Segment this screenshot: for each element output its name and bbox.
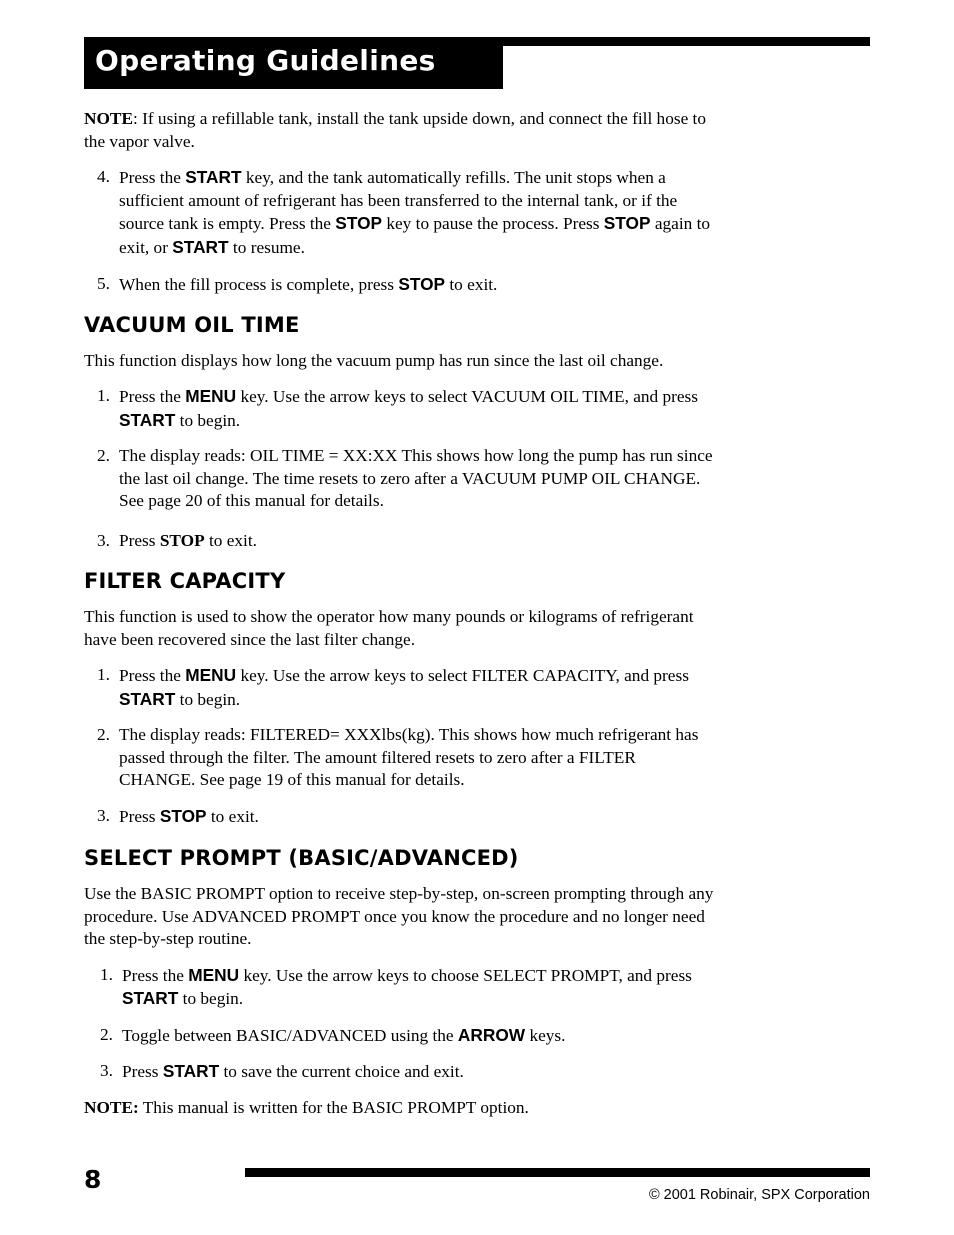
prompt-step-1	[84, 964, 714, 1011]
stop-key: STOP	[335, 213, 383, 233]
section-intro: This function is used to show the operator how many pounds or kilograms of refrigerant have been recovered since the last filter change.	[84, 607, 694, 649]
step-text: Toggle between BASIC/ADVANCED using the ARROW keys.	[122, 1024, 566, 1045]
intro-note	[84, 108, 714, 153]
fill-step-4	[84, 166, 714, 259]
note-text: : If using a refillable tank, install the tank upside down, and connect the fill hose to the vapor valve.	[84, 109, 706, 151]
fill-step-5	[84, 273, 714, 297]
start-key: START	[162, 1061, 220, 1081]
step-number: 1.	[100, 964, 113, 984]
step-text: Press STOP to exit.	[119, 530, 257, 550]
copyright-notice: © 2001 Robinair, SPX Corporation	[648, 1187, 870, 1203]
start-key: START	[119, 409, 176, 430]
step-text: Press the MENU key. Use the arrow keys to choose SELECT PROMPT, and press START to begin.	[122, 964, 692, 1008]
step-number: 3.	[97, 530, 110, 550]
prompt-step-3	[84, 1060, 714, 1084]
step-number: 4.	[97, 167, 110, 186]
step-number: 1.	[97, 665, 110, 684]
step-text: When the fill process is complete, press STOP to exit.	[119, 274, 498, 294]
filter-step-2	[84, 724, 714, 792]
section-heading-select-prompt: SELECT PROMPT (BASIC/ADVANCED)	[84, 846, 519, 870]
start-key: START	[172, 236, 229, 257]
section-heading-vacuum-oil-time: VACUUM OIL TIME	[84, 312, 300, 337]
step-text: Press STOP to exit.	[119, 805, 259, 826]
stop-key: STOP	[398, 274, 446, 294]
step-number: 2.	[97, 446, 110, 465]
section-intro: Use the BASIC PROMPT option to receive step-by-step, on-screen prompting through any procedure. Use ADVANCED PROMPT once you know the procedure and no longer need the step-by-step routine.	[84, 884, 714, 948]
filter-step-1	[84, 664, 714, 711]
section-intro: This function displays how long the vacuum pump has run since the last oil change.	[84, 350, 664, 370]
step-text: Press the MENU key. Use the arrow keys to select VACUUM OIL TIME, and press START to begin.	[119, 386, 699, 430]
step-text: Press the START key, and the tank automatically refills. The unit stops when a sufficient amount of refrigerant has been transferred to the internal tank, or if the source tank is empty. Press the STOP key to pause the process. Press STOP again to exit, or START to resume.	[119, 167, 711, 257]
menu-key: MENU	[185, 386, 237, 406]
prompt-step-2	[84, 1024, 714, 1048]
step-number: 2.	[100, 1024, 113, 1044]
closing-note	[84, 1097, 714, 1120]
start-key: START	[185, 167, 242, 187]
step-number: 5.	[97, 274, 110, 293]
step-number: 3.	[97, 805, 110, 825]
step-number: 2.	[97, 725, 110, 744]
step-number: 3.	[100, 1061, 113, 1080]
stop-key: STOP	[159, 805, 207, 826]
step-text: Press START to save the current choice and exit.	[122, 1061, 464, 1081]
page-number: 8	[84, 1165, 102, 1194]
step-text: The display reads: OIL TIME = XX:XX This shows how long the pump has run since the last oil change. The time resets to zero after a VACUUM PUMP OIL CHANGE. See page 20 of this manual for details.	[119, 446, 713, 510]
page-title: Operating Guidelines	[95, 44, 436, 77]
note-label: NOTE:	[84, 1097, 139, 1117]
vacuum-step-3	[84, 530, 714, 553]
vacuum-step-1	[84, 385, 714, 432]
step-text: Press the MENU key. Use the arrow keys to select FILTER CAPACITY, and press START to begin.	[119, 665, 689, 709]
section-heading-filter-capacity: FILTER CAPACITY	[84, 569, 286, 593]
step-text: The display reads: FILTERED= XXXlbs(kg). This shows how much refrigerant has passed through the filter. The amount filtered resets to zero after a FILTER CHANGE. See page 19 of this manual for details.	[119, 725, 699, 789]
step-number: 1.	[97, 386, 110, 405]
start-key: START	[122, 988, 179, 1008]
filter-step-3	[84, 805, 714, 829]
page-content	[84, 108, 714, 1119]
note-text: This manual is written for the BASIC PROMPT option.	[138, 1097, 529, 1117]
stop-key: STOP	[159, 530, 205, 550]
menu-key: MENU	[185, 665, 237, 685]
arrow-key: ARROW	[457, 1024, 526, 1045]
stop-key: STOP	[603, 213, 651, 233]
start-key: START	[119, 688, 176, 709]
menu-key: MENU	[188, 964, 240, 985]
note-label: NOTE	[84, 109, 133, 128]
vacuum-step-2	[84, 445, 714, 513]
footer-rule	[245, 1168, 870, 1177]
